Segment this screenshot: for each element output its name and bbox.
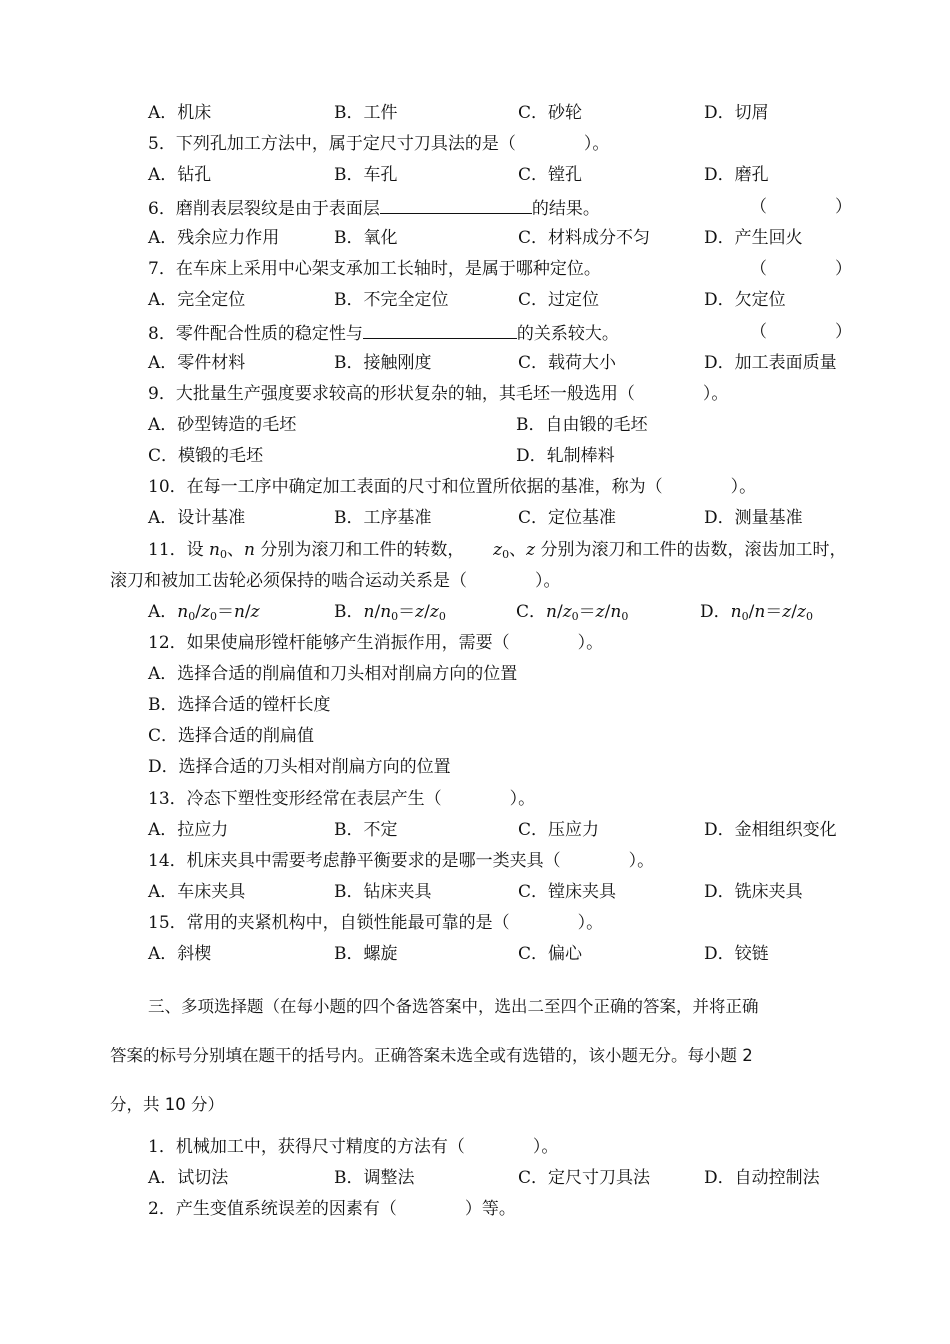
q11-symbol-z: z — [526, 540, 536, 560]
q11-symbol-n0 — [209, 540, 227, 560]
q11-option-a: A．$n_0/z_0=n/z$ — [148, 602, 260, 623]
q13-option-c: C．压应力 — [518, 820, 600, 840]
q11-stem-sep: 、 — [509, 540, 527, 560]
m1-stem: 1．机械加工中，获得尺寸精度的方法有（ ）。 — [148, 1137, 559, 1157]
section3-heading-line3: 分，共 10 分） — [110, 1095, 224, 1114]
q4-option-a: A．机床 — [148, 103, 212, 123]
q8-answer-paren[interactable]: （ ） — [750, 322, 852, 342]
q14-stem: 14．机床夹具中需要考虑静平衡要求的是哪一类夹具（ ）。 — [148, 851, 655, 871]
q4-option-b: B．工件 — [334, 103, 398, 123]
q8-stem — [148, 321, 860, 345]
q11-option-c-label: C． — [516, 602, 547, 622]
q8-fill-blank[interactable] — [363, 321, 517, 339]
q8-option-a: A．零件材料 — [148, 353, 246, 373]
q9-option-c: C．模锻的毛坯 — [148, 446, 264, 466]
q5-option-a: A．钻孔 — [148, 165, 212, 185]
q15-stem: 15．常用的夹紧机构中，自锁性能最可靠的是（ ）。 — [148, 913, 604, 933]
q11-stem-line1 — [148, 539, 847, 563]
q15-option-d: D．铰链 — [704, 944, 769, 964]
q12-stem: 12．如果使扁形镗杆能够产生消振作用，需要（ ）。 — [148, 633, 604, 653]
q6-answer-paren[interactable]: （ ） — [750, 197, 852, 217]
q9-option-a: A．砂型铸造的毛坯 — [148, 415, 297, 435]
q11-symbol-n: n — [244, 540, 255, 560]
section3-heading-line1: 三、多项选择题（在每小题的四个备选答案中，选出二至四个正确的答案，并将正确 — [148, 997, 759, 1016]
q6-option-c: C．材料成分不匀 — [518, 228, 651, 248]
q11-option-a-label: A． — [148, 602, 178, 622]
q14-option-d: D．铣床夹具 — [704, 882, 803, 902]
q11-option-b-label: B． — [334, 602, 364, 622]
q8-stem-post: 的关系较大。 — [516, 324, 619, 344]
q10-option-c: C．定位基准 — [518, 508, 617, 528]
q10-stem: 10．在每一工序中确定加工表面的尺寸和位置所依据的基准，称为（ ）。 — [148, 477, 757, 497]
m1-option-d: D．自动控制法 — [704, 1168, 820, 1188]
q6-option-d: D．产生回火 — [704, 228, 803, 248]
q7-option-d: D．欠定位 — [704, 290, 786, 310]
q6-fill-blank[interactable] — [380, 196, 532, 214]
q11-stem-line2: 滚刀和被加工齿轮必须保持的啮合运动关系是（ ）。 — [110, 571, 561, 591]
q12-option-c: C．选择合适的削扁值 — [148, 726, 315, 746]
q11-n0-base: n — [209, 540, 220, 560]
q4-option-d: D．切屑 — [704, 103, 769, 123]
m1-option-b: B．调整法 — [334, 1168, 415, 1188]
q5-option-d: D．磨孔 — [704, 165, 769, 185]
q11-option-b: B．$n/n_0=z/z_0$ — [334, 602, 446, 623]
m2-stem: 2．产生变值系统误差的因素有（ ）等。 — [148, 1199, 516, 1219]
q9-option-b: B．自由锻的毛坯 — [516, 415, 648, 435]
q6-option-a: A．残余应力作用 — [148, 228, 280, 248]
q8-stem-pre: 8．零件配合性质的稳定性与 — [148, 324, 363, 344]
q11-option-d-label: D． — [700, 602, 731, 622]
q5-option-b: B．车孔 — [334, 165, 398, 185]
q15-option-c: C．偏心 — [518, 944, 583, 964]
q6-option-b: B．氧化 — [334, 228, 398, 248]
q5-option-c: C．镗孔 — [518, 165, 583, 185]
q11-option-d: D．$n_0/n=z/z_0$ — [700, 602, 813, 623]
q8-option-c: C．载荷大小 — [518, 353, 617, 373]
q14-option-b: B．钻床夹具 — [334, 882, 432, 902]
q6-stem-post: 的结果。 — [531, 199, 600, 219]
q11-z0-base: z — [493, 540, 503, 560]
q7-option-c: C．过定位 — [518, 290, 600, 310]
q11-stem-part: 11．设 — [148, 540, 204, 560]
q12-option-d: D．选择合适的刀头相对削扁方向的位置 — [148, 757, 451, 777]
q12-option-a: A．选择合适的削扁值和刀头相对削扁方向的位置 — [148, 664, 518, 684]
m1-option-a: A．试切法 — [148, 1168, 229, 1188]
q7-answer-paren[interactable]: （ ） — [750, 259, 852, 279]
q11-n0-sub: 0 — [220, 548, 227, 561]
q13-option-d: D．金相组织变化 — [704, 820, 837, 840]
q5-stem: 5．下列孔加工方法中，属于定尺寸刀具法的是（ ）。 — [148, 134, 610, 154]
q14-option-c: C．镗床夹具 — [518, 882, 617, 902]
q9-stem: 9．大批量生产强度要求较高的形状复杂的轴，其毛坯一般选用（ ）。 — [148, 384, 729, 404]
q12-option-b: B．选择合适的镗杆长度 — [148, 695, 331, 715]
q13-stem: 13．冷态下塑性变形经常在表层产生（ ）。 — [148, 789, 536, 809]
q7-stem-text: 7．在车床上采用中心架支承加工长轴时，是属于哪种定位。 — [148, 259, 601, 279]
q7-option-b: B．不完全定位 — [334, 290, 449, 310]
q14-option-a: A．车床夹具 — [148, 882, 246, 902]
q8-option-b: B．接触刚度 — [334, 353, 432, 373]
q9-option-d: D．轧制棒料 — [516, 446, 615, 466]
q11-option-c: C．$n/z_0=z/n_0$ — [516, 602, 629, 623]
q11-stem-sep: 、 — [227, 540, 244, 560]
q7-stem — [148, 258, 860, 282]
q15-option-b: B．螺旋 — [334, 944, 398, 964]
q11-z0-sub: 0 — [502, 548, 510, 561]
q15-option-a: A．斜楔 — [148, 944, 212, 964]
q8-option-d: D．加工表面质量 — [704, 353, 837, 373]
m1-option-c: C．定尺寸刀具法 — [518, 1168, 651, 1188]
q10-option-a: A．设计基准 — [148, 508, 246, 528]
q11-symbol-z0 — [493, 540, 509, 560]
q13-option-b: B．不定 — [334, 820, 398, 840]
q4-option-c: C．砂轮 — [518, 103, 583, 123]
q11-stem-part: 分别为滚刀和工件的齿数，滚齿加工时， — [540, 540, 847, 560]
q13-option-a: A．拉应力 — [148, 820, 229, 840]
q6-stem-pre: 6．磨削表层裂纹是由于表面层 — [148, 199, 380, 219]
q7-option-a: A．完全定位 — [148, 290, 246, 310]
q10-option-b: B．工序基准 — [334, 508, 432, 528]
section3-heading-line2: 答案的标号分别填在题干的括号内。正确答案未选全或有选错的，该小题无分。每小题 2 — [110, 1046, 753, 1065]
q10-option-d: D．测量基准 — [704, 508, 803, 528]
q6-stem — [148, 196, 860, 220]
q11-stem-part: 分别为滚刀和工件的转数， — [260, 540, 465, 560]
